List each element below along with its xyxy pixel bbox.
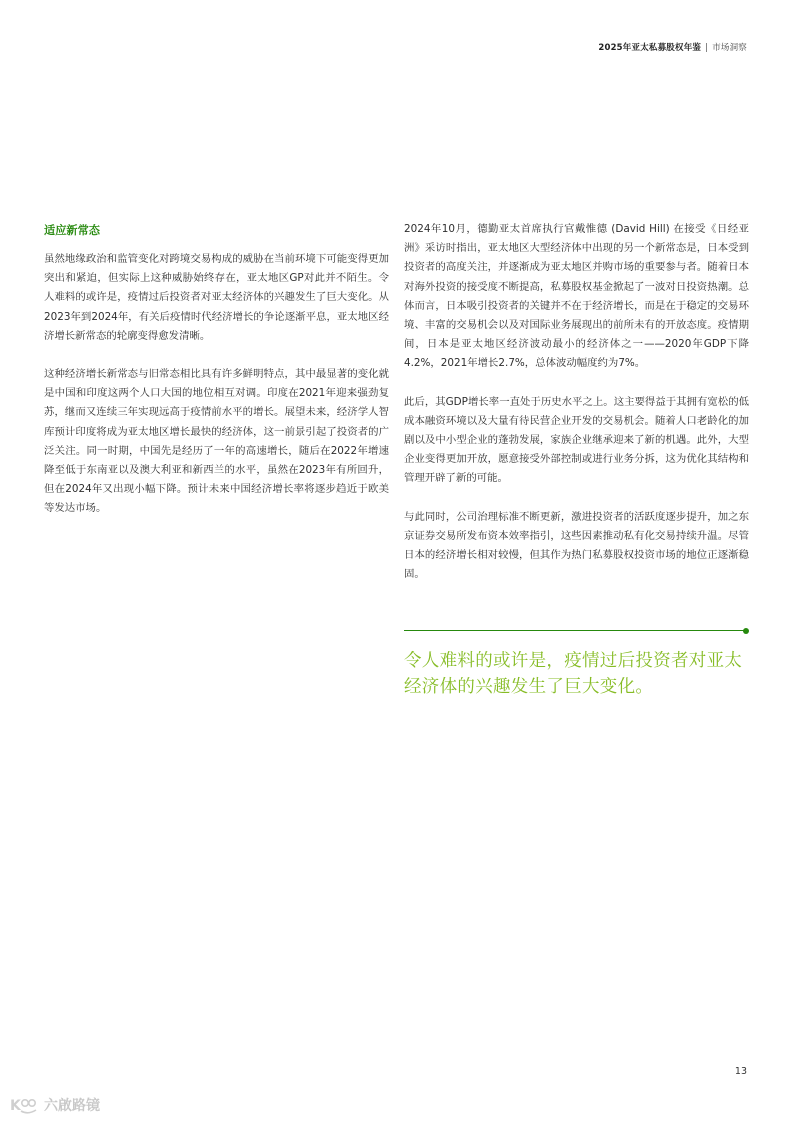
divider-dot: [743, 628, 749, 634]
watermark: [10, 1095, 100, 1115]
body-paragraph: 此后，其GDP增长率一直处于历史水平之上。这主要得益于其拥有宽松的低成本融资环境以及大量有待民营企业开发的交易机会。随着人口老龄化的加剧以及中小型企业的蓬勃发展，家族企业继承迎来了新的机遇。此外，大型企业变得更加开放，愿意接受外部控制或进行业务分拆，这为优化其结构和管理开辟了新的可能。: [404, 395, 749, 485]
watermark-text: 六啟路镜: [44, 1098, 100, 1114]
right-column: [404, 220, 749, 603]
left-column: [44, 221, 389, 538]
body-paragraph: 2024年10月，德勤亚太首席执行官戴惟德 (David Hill) 在接受《日经亚洲》采访时指出，亚太地区大型经济体中出现的另一个新常态是，日本受到投资者的高度关注，并逐渐成为亚太地区并购市场的重要参与者。随着日本对海外投资的接受度不断提高，私募股权基金掀起了一波对日投资热潮。总体而言，日本吸引投资者的关键并不在于经济增长，而是在于稳定的交易环境、丰富的交易机会以及对国际业务展现出的前所未有的开放态度。疫情期间，日本是亚太地区经济波动最小的经济体之一——2020年GDP下降4.2%，2021年增长2.7%，总体波动幅度约为7%。: [404, 223, 749, 370]
pull-quote: 令人难料的或许是，疫情过后投资者对亚太经济体的兴趣发生了巨大变化。: [404, 651, 743, 697]
report-title: 2025年亚太私募股权年鉴: [598, 43, 702, 53]
watermark-logo-icon: [10, 1095, 40, 1115]
body-paragraph: 这种经济增长新常态与旧常态相比具有许多鲜明特点，其中最显著的变化就是中国和印度这两个人口大国的地位相互对调。印度在2021年迎来强劲复苏，继而又连续三年实现远高于疫情前水平的增长。展望未来，经济学人智库预计印度将成为亚太地区增长最快的经济体，这一前景引起了投资者的广泛关注。同一时期，中国先是经历了一年的高速增长，随后在2022年增速降至低于东南亚以及澳大利亚和新西兰的水平，虽然在2023年有所回升，但在2024年又出现小幅下降。预计未来中国经济增长率将逐步趋近于欧美等发达市场。: [44, 368, 389, 515]
page-number: 13: [734, 1066, 747, 1077]
section-name: 市场洞察: [712, 43, 747, 53]
section-heading: 适应新常态: [44, 224, 100, 237]
header-separator: |: [705, 43, 709, 53]
body-paragraph: 与此同时，公司治理标准不断更新，激进投资者的活跃度逐步提升，加之东京证券交易所发布资本效率指引，这些因素推动私有化交易持续升温。尽管日本的经济增长相对较慢，但其作为热门私募股权投资市场的地位正逐渐稳固。: [404, 510, 749, 581]
svg-text:K: K: [10, 1098, 21, 1114]
page-header: [598, 41, 747, 53]
body-paragraph: 虽然地缘政治和监管变化对跨境交易构成的威胁在当前环境下可能变得更加突出和紧迫，但实际上这种威胁始终存在，亚太地区GP对此并不陌生。令人难料的或许是，疫情过后投资者对亚太经济体的兴趣发生了巨大变化。从2023年到2024年，有关后疫情时代经济增长的争论逐渐平息，亚太地区经济增长新常态的轮廓变得愈发清晰。: [44, 253, 389, 342]
quote-divider: [404, 630, 746, 631]
